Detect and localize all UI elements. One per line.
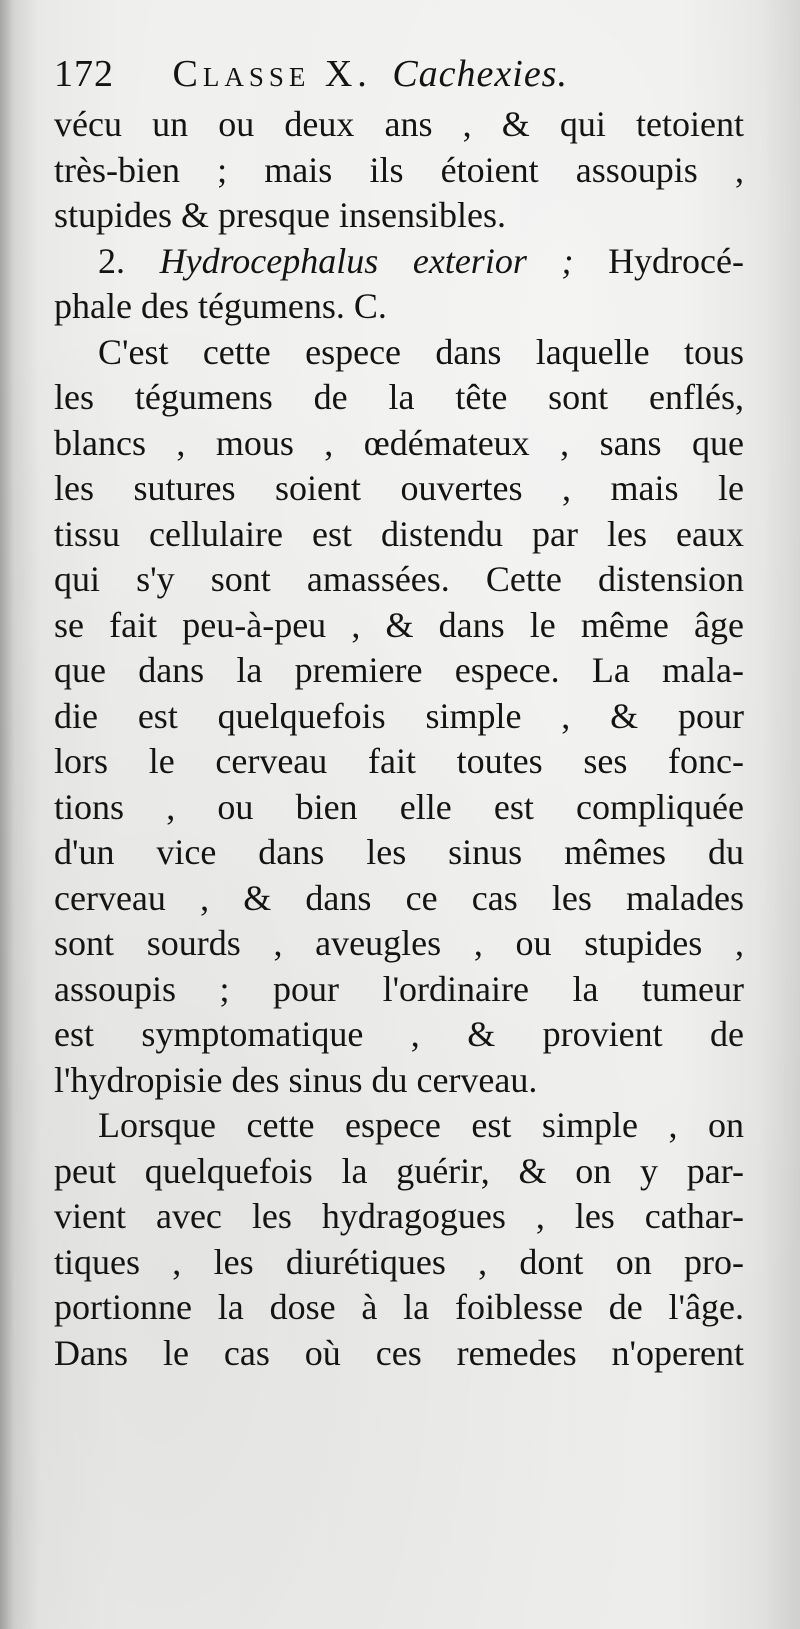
text-line: blancs , mous , œdémateux , sans que: [54, 422, 744, 463]
classe-heading: Classe X.: [172, 53, 372, 95]
text-line: C'est cette espece dans laquelle tous: [98, 331, 744, 372]
text-line: l'hydropisie des sinus du cerveau.: [54, 1059, 538, 1100]
text-line: stupides & presque insensibles.: [54, 195, 506, 235]
text-line: Dans le cas où ces remedes n'operent: [54, 1332, 744, 1373]
text-line: Lorsque cette espece est simple , on: [98, 1105, 744, 1145]
text-line: vient avec les hydragogues , les cathar-: [54, 1196, 744, 1236]
page-number: 172: [54, 53, 114, 95]
species-french-name: Hydrocé-: [608, 240, 744, 281]
text-line: tissu cellulaire est distendu par les eaux: [54, 513, 744, 554]
page-gutter-shadow: [0, 0, 14, 1629]
running-header: [54, 46, 744, 102]
text-line: d'un vice dans les sinus mêmes du: [54, 832, 744, 872]
text-line: peut quelquefois la guérir, & on y par-: [54, 1150, 744, 1191]
text-line: qui s'y sont amassées. Cette distension: [54, 559, 744, 599]
text-line: tiques , les diurétiques , dont on pro-: [54, 1241, 744, 1282]
text-line: tions , ou bien elle est compliquée: [54, 786, 744, 827]
text-line: portionne la dose à la foiblesse de l'âge.: [54, 1287, 744, 1327]
species-heading-line: [54, 239, 744, 285]
text-line: est symptomatique , & provient de: [54, 1014, 744, 1054]
text-line: assoupis ; pour l'ordinaire la tumeur: [54, 968, 744, 1009]
text-line: sont sourds , aveugles , ou stupides ,: [54, 923, 744, 963]
text-block: [54, 46, 744, 1376]
text-line: les sutures soient ouvertes , mais le: [54, 468, 744, 508]
text-line: que dans la premiere espece. La mala-: [54, 650, 744, 690]
text-line: très-bien ; mais ils étoient assoupis ,: [54, 149, 744, 190]
text-line: cerveau , & dans ce cas les malades: [54, 877, 744, 918]
text-line: die est quelquefois simple , & pour: [54, 695, 744, 736]
text-line: se fait peu-à-peu , & dans le même âge: [54, 604, 744, 645]
text-line: phale des tégumens. C.: [54, 286, 387, 326]
text-line: les tégumens de la tête sont enflés,: [54, 377, 744, 417]
species-latin-name: Hydrocephalus exterior ;: [159, 240, 574, 281]
text-line: lors le cerveau fait toutes ses fonc-: [54, 741, 744, 781]
running-title: Cachexies.: [392, 53, 568, 95]
text-line: vécu un ou deux ans , & qui tetoient: [54, 104, 744, 144]
species-number: 2.: [98, 240, 125, 281]
